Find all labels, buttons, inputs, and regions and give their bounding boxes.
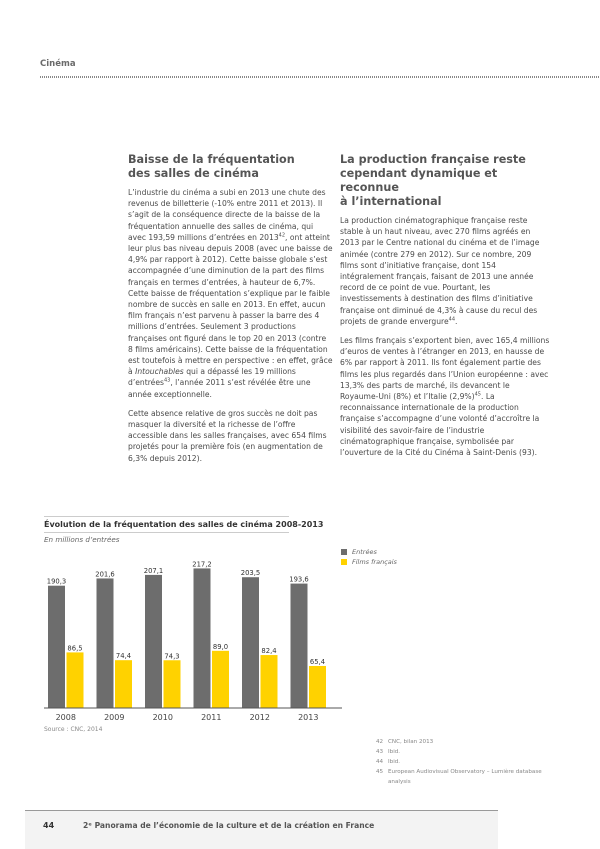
footnote-number: 42: [376, 739, 384, 745]
footnote-text: Ibid.: [388, 759, 401, 765]
bar-entrees-2008: [48, 586, 65, 708]
data-label: 190,3: [46, 577, 67, 586]
data-label: 74,4: [115, 652, 132, 661]
footnote-number: 45: [376, 769, 384, 775]
data-label: 86,5: [67, 644, 83, 653]
chart-legend: [341, 547, 397, 567]
text-run: , l’année 2011 s’est révélée être une année exceptionnelle.: [128, 378, 311, 399]
bar-entrees-2011: [194, 568, 211, 708]
section-divider: [40, 76, 600, 78]
legend-swatch-films-francais: [341, 559, 347, 565]
bar-films-francais-2013: [309, 666, 326, 708]
right-heading: [340, 153, 550, 209]
bar-films-francais-2009: [115, 660, 132, 708]
right-article: [340, 153, 550, 466]
footnote-ref[interactable]: 42: [278, 232, 286, 239]
footnote-ref[interactable]: 45: [474, 391, 481, 398]
bar-films-francais-2010: [164, 660, 181, 708]
section-label: Cinéma: [40, 59, 76, 69]
x-tick-label: 2012: [249, 713, 270, 722]
footnote-ref[interactable]: 43: [163, 377, 171, 384]
chart-title-box: [44, 516, 324, 533]
left-heading: [128, 153, 333, 181]
x-tick-label: 2011: [201, 713, 222, 722]
text-run: , ont atteint leur plus bas niveau depuis 2008 (avec une baisse de 4,9% par rapport à 2012). Cette baisse globale s’est accompagnée d’une diminution de la part des films français en termes d’entrées, à hauteur de 6,7%. Cette baisse de fréquentation s’explique par le faible nombre de succès en salle en 2013. En effet, aucun film français n’est parvenu à passer la barre des 4 millions d’entrées. Seulement 3 productions françaises ont figuré dans le top 20 en 2013 (contre 8 films américains). Cette baisse de la fréquentation est toutefois à mettre en perspective : en effet, grâce à: [128, 232, 333, 377]
footnote-text: CNC, bilan 2013: [388, 739, 434, 745]
left-paragraph-1: [128, 187, 333, 400]
chart-title: Évolution de la fréquentation des salles de cinéma 2008-2013: [44, 520, 324, 529]
data-label: 193,6: [289, 575, 309, 584]
bar-films-francais-2008: [67, 652, 84, 708]
data-label: 203,5: [240, 569, 261, 578]
page-number: 44: [43, 821, 55, 830]
data-label: 74,3: [164, 652, 180, 661]
footnote-item: [376, 747, 556, 757]
text-run: . La reconnaissance internationale de la production française s’accompagne d’une volonté d’accroître la visibilité des savoir-faire de l’industrie cinématographique française, symbolisée par l’ouverture de la Cité du Cinéma à Saint-Denis (93).: [340, 392, 540, 458]
right-paragraph-2: [340, 335, 550, 458]
bar-entrees-2010: [145, 575, 162, 708]
legend-item-films-francais: [341, 557, 397, 567]
text-run: L’industrie du cinéma a subi en 2013 une chute des revenus de billetterie (-10% entre 2011 et 2013). Il s’agit de la conséquence directe de la baisse de la fréquentation annuelle des salles de cinéma, qui avec 193,59 millions d’entrées en 2013: [128, 188, 326, 242]
text-run: qui a dépassé les 19 millions d’entrées: [128, 367, 296, 388]
footnote-number: 43: [376, 749, 384, 755]
chart-subtitle: En millions d’entrées: [44, 535, 120, 544]
data-label: 65,4: [309, 657, 326, 666]
footnote-ref[interactable]: 44: [448, 316, 456, 323]
right-heading-line2: cependant dynamique et reconnue: [340, 167, 498, 194]
right-heading-line3: à l’international: [340, 195, 442, 208]
text-run: .: [455, 316, 458, 326]
footnote-item: [376, 737, 556, 747]
legend-item-entrees: [341, 547, 397, 557]
x-tick-label: 2009: [104, 713, 125, 722]
footnote-number: 44: [376, 759, 384, 765]
footnote-item: [376, 757, 556, 767]
data-label: 82,4: [261, 647, 277, 656]
legend-label-entrees: Entrées: [352, 548, 377, 556]
left-paragraph-2: Cette absence relative de gros succès ne doit pas masquer la diversité et la richesse de l’offre accessible dans les salles françaises, avec 654 films projetés pour la première fois (en augmentation de 6,3% depuis 2012).: [128, 408, 327, 463]
page-footer: [25, 810, 498, 849]
bar-chart: [30, 540, 350, 740]
publication-title: 2ᵉ Panorama de l’économie de la culture et de la création en France: [83, 821, 375, 830]
bar-films-francais-2011: [212, 651, 229, 708]
text-run: La production cinématographique française reste stable à un haut niveau, avec 270 films agréés en 2013 par le Centre national du cinéma et de l’image animée (contre 279 en 2012). Sur ce nombre, 209 films sont d’initiative française, dont 154 intégralement français, faisant de 2013 une année record de ce point de vue. Pourtant, les investissements à destination des films d’initiative française ont diminué de 4,3% à cause du recul des projets de grande envergure: [340, 216, 540, 326]
data-label: 201,6: [95, 570, 115, 579]
legend-swatch-entrees: [341, 549, 347, 555]
right-paragraph-1: [340, 215, 550, 327]
footnote-item: [376, 767, 556, 787]
left-article: [128, 153, 333, 472]
left-heading-line2: des salles de cinéma: [128, 167, 259, 180]
film-title: Intouchables: [135, 367, 184, 377]
data-label: 207,1: [143, 566, 164, 575]
footnote-text: European Audiovisual Observatory – Lumière database analysis: [388, 769, 542, 785]
bar-entrees-2009: [97, 578, 114, 708]
bar-entrees-2013: [291, 584, 308, 708]
right-heading-line1: La production française reste: [340, 153, 526, 166]
data-label: 217,2: [192, 560, 212, 569]
footnote-text: Ibid.: [388, 749, 401, 755]
left-heading-line1: Baisse de la fréquentation: [128, 153, 295, 166]
bar-films-francais-2012: [261, 655, 278, 708]
text-run: Les films français s’exportent bien, avec 165,4 millions d’euros de ventes à l’étranger en 2013, en hausse de 6% par rapport à 2011. Ils font également partie des films les plus regardés dans l’Union européenne : avec 13,3% des parts de marché, ils devancent le Royaume-Uni (8%) et l’Italie (2,9%): [340, 336, 550, 402]
chart-source: Source : CNC, 2014: [44, 726, 103, 733]
data-label: 89,0: [212, 642, 229, 651]
x-tick-label: 2008: [55, 713, 76, 722]
x-tick-label: 2013: [298, 713, 319, 722]
bar-entrees-2012: [242, 577, 259, 708]
legend-label-films-francais: Films français: [352, 558, 397, 566]
x-tick-label: 2010: [152, 713, 173, 722]
footnotes: [376, 737, 556, 787]
